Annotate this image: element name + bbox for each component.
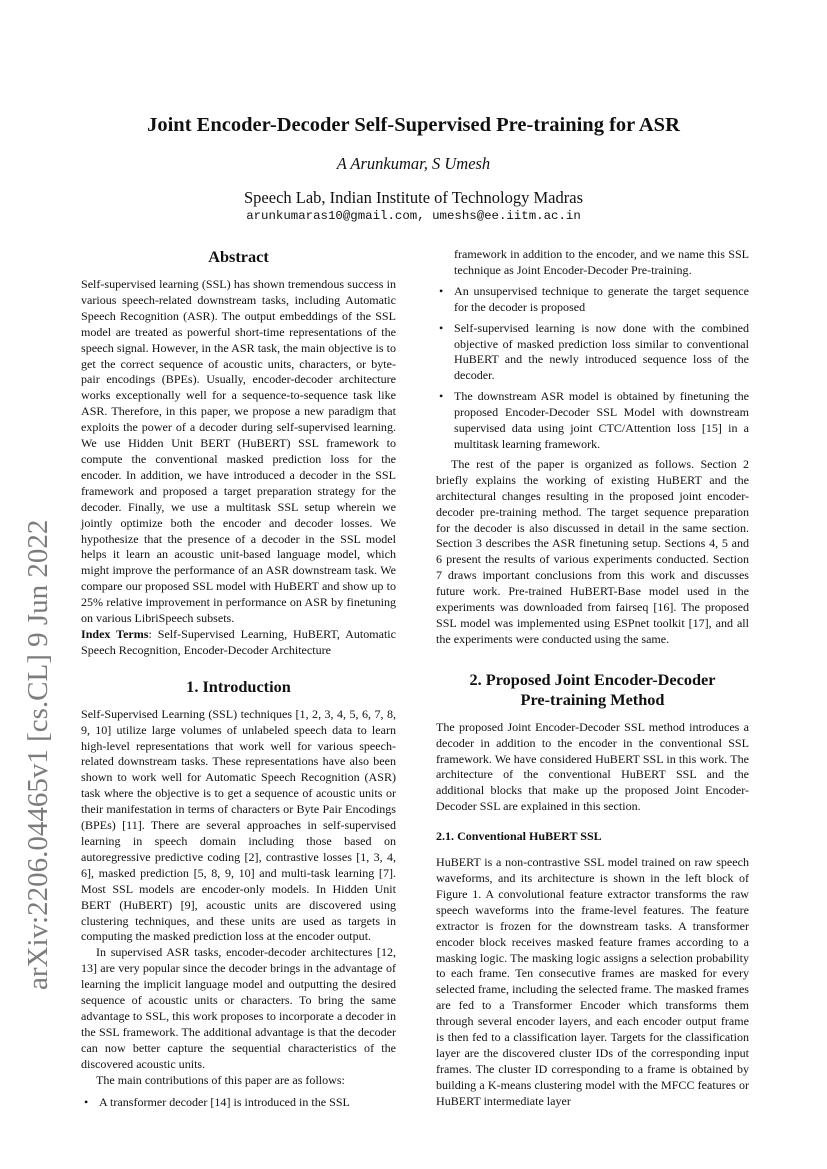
intro-paragraph-3: The main contributions of this paper are as follows: <box>96 1072 345 1087</box>
right-column <box>436 247 749 1110</box>
contributions-list-start <box>81 1095 396 1111</box>
index-terms-text: : Self-Supervised Learning, HuBERT, Automatic Speech Recognition, Encoder-Decoder Architecture <box>81 626 396 657</box>
intro-paragraph-4: The rest of the paper is organized as follows. Section 2 briefly explains the working of existing HuBERT and the architectural changes resulting in the proposed joint encoder-decoder pre-training method. The target sequence preparation for the decoder is also discussed in detail in the same section. Section 3 describes the ASR finetuning setup. Sections 4, 5 and 6 present the results of various experiments conducted. Section 7 draws important conclusions from this work and discusses future work. Pre-trained HuBERT-Base model used in the experiments was downloaded from fairseq [16]. The proposed SSL model was implemented using ESPnet toolkit [17], and all the experiments were conducted using the same. <box>436 456 749 646</box>
section2-paragraph-1: The proposed Joint Encoder-Decoder SSL method introduces a decoder in addition to the encoder in the conventional SSL framework. We have considered HuBERT SSL in this work. The architecture of the conventional HuBERT SSL and the additional blocks that make up the proposed Joint Encoder-Decoder SSL are explained in this section. <box>436 719 749 814</box>
contribution-item-1: • A transformer decoder [14] is introduced in the SSL <box>84 1094 350 1109</box>
bullet-dot: • <box>439 283 444 298</box>
paper-affiliation: Speech Lab, Indian Institute of Technology Madras <box>244 188 583 207</box>
bullet-dot: • <box>84 1094 89 1109</box>
intro-paragraph-2: In supervised ASR tasks, encoder-decoder architectures [12, 13] are very popular since the decoder brings in the advantage of learning the implicit language model and outputting the desired sequence of acoustic units or characters. To bring the same advantage to SSL, this work proposes to incorporate a decoder in the SSL framework. The additional advantage is that the decoder can now better capture the sequential characteristics of the discovered acoustic units. <box>81 945 396 1071</box>
bullet-dot: • <box>439 320 444 335</box>
paper-title: Joint Encoder-Decoder Self-Supervised Pre-training for ASR <box>147 114 680 136</box>
arxiv-side-stamp: arXiv:2206.04465v1 [cs.CL] 9 Jun 2022 <box>22 519 54 990</box>
paper-authors: A Arunkumar, S Umesh <box>336 154 491 173</box>
intro-paragraph-1: Self-Supervised Learning (SSL) techniques [1, 2, 3, 4, 5, 6, 7, 8, 9, 10] utilize large volumes of unlabeled speech data to learn high-level representations that work well for various speech-related downstream tasks. These representations have also been shown to work well for Automatic Speech Recognition (ASR) task where the objective is to get a sequence of acoustic units or their manifestation in terms of characters or Byte Pair Encodings (BPEs) [11]. There are several approaches in self-supervised learning in speech domain including those based on autoregressive predictive coding [2], contrastive losses [1, 3, 4, 6], masked prediction [5, 8, 9, 10] and multi-task learning [7]. Most SSL models are encoder-only models. In Hidden Unit BERT (HuBERT) [9], acoustic units are discovered using clustering techniques, and these units are used as targets in computing the masked prediction loss at the encoder output. <box>81 706 396 944</box>
subsection-2-1-heading: 2.1. Conventional HuBERT SSL <box>436 829 602 844</box>
section2-paragraph-2: HuBERT is a non-contrastive SSL model trained on raw speech waveforms, and its architecture is shown in the left block of Figure 1. A convolutional feature extractor transforms the raw speech waveforms into the frame-level features. The feature extractor is frozen for the downstream tasks. A transformer encoder block receives masked feature frames according to a masking logic. The masking logic assigns a selection probability to each frame. Ten consecutive frames are masked for every selected frame, including the selected frame. The masked frames are fed to a Transformer Encoder which transforms them through several encoder layers, and each encoder output frame is then fed to a classification layer. Targets for the classification layer are the discovered cluster IDs of the corresponding input frames. The cluster ID corresponding to a frame is obtained by building a K-means clustering model with the MFCC features or HuBERT intermediate layer <box>436 855 749 1108</box>
abstract-heading: Abstract <box>208 247 269 266</box>
contribution-item-1-continued: framework in addition to the encoder, and we name this SSL technique as Joint Encoder-Decoder Pre-training. <box>454 247 749 277</box>
section2-heading-line2: Pre-training Method <box>520 689 665 709</box>
index-terms-label: Index Terms <box>81 626 149 641</box>
introduction-heading: 1. Introduction <box>186 676 291 696</box>
contribution-item-2: • An unsupervised technique to generate the target sequence for the decoder is proposed <box>439 283 749 314</box>
contribution-item-4: • The downstream ASR model is obtained by finetuning the proposed Encoder-Decoder SSL Model with downstream supervised data using joint CTC/Attention loss [15] in a multitask learning framework. <box>439 389 749 451</box>
index-terms <box>81 627 396 659</box>
abstract-body: Self-supervised learning (SSL) has shown tremendous success in various speech-related downstream tasks, including Automatic Speech Recognition (ASR). The output embeddings of the SSL model are treated as powerful short-time representations of the speech signal. However, in the ASR task, the main objective is to get the correct sequence of acoustic units, characters, or byte-pair encodings (BPEs). Usually, encoder-decoder architecture works exceptionally well for a sequence-to-sequence task like ASR. Therefore, in this paper, we propose a new paradigm that exploits the power of a decoder during self-supervised learning. We use Hidden Unit BERT (HuBERT) SSL framework to compute the conventional masked prediction loss for the encoder. In addition, we have introduced a decoder in the SSL framework and proposed a target preparation strategy for the decoder. Finally, we use a multitask SSL setup wherein we jointly optimize both the encoder and decoder losses. We hypothesize that the presence of a decoder in the SSL model helps it learn an acoustic unit-based language model, which might improve the performance of an ASR downstream task. We compare our proposed SSL model with HuBERT and show up to 25% relative improvement in performance on ASR by finetuning on various LibriSpeech subsets. <box>81 277 396 626</box>
section2-heading-line1: 2. Proposed Joint Encoder-Decoder <box>469 669 716 689</box>
contribution-item-3: • Self-supervised learning is now done with the combined objective of masked prediction loss similar to conventional HuBERT and the newly introduced sequence loss of the decoder. <box>439 320 749 383</box>
contributions-list <box>436 247 749 453</box>
paper-emails: arunkumaras10@gmail.com, umeshs@ee.iitm.ac.in <box>246 209 581 223</box>
bullet-dot: • <box>439 389 444 404</box>
left-column <box>81 247 396 1110</box>
